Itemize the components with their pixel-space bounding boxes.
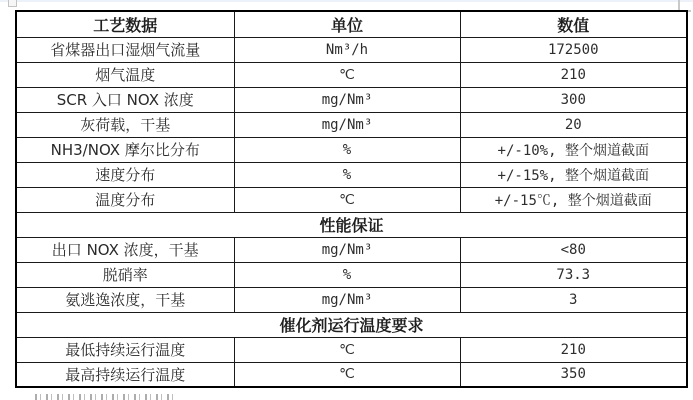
table-row bbox=[16, 137, 687, 162]
section-title: 催化剂运行温度要求 bbox=[16, 312, 687, 337]
col-header-unit: 单位 bbox=[234, 11, 460, 37]
unit-cell: mg/Nm³ bbox=[234, 87, 460, 112]
table-row bbox=[16, 337, 687, 362]
value-cell: 210 bbox=[460, 337, 687, 362]
col-header-value: 数值 bbox=[460, 11, 687, 37]
section-title: 性能保证 bbox=[16, 212, 687, 237]
table-row bbox=[16, 187, 687, 212]
unit-cell: mg/Nm³ bbox=[234, 112, 460, 137]
process-name-cell: 最高持续运行温度 bbox=[16, 362, 234, 387]
process-name-cell: 最低持续运行温度 bbox=[16, 337, 234, 362]
table-row bbox=[16, 112, 687, 137]
process-name-cell: 脱硝率 bbox=[16, 262, 234, 287]
header-row bbox=[16, 11, 687, 37]
value-cell: 210 bbox=[460, 62, 687, 87]
table-row bbox=[16, 162, 687, 187]
section-row bbox=[16, 212, 687, 237]
table-row bbox=[16, 62, 687, 87]
process-name-cell: NH3/NOX 摩尔比分布 bbox=[16, 137, 234, 162]
value-cell: <80 bbox=[460, 237, 687, 262]
value-cell: 20 bbox=[460, 112, 687, 137]
process-name-cell: 速度分布 bbox=[16, 162, 234, 187]
section-row bbox=[16, 312, 687, 337]
unit-cell: mg/Nm³ bbox=[234, 287, 460, 312]
process-data-table bbox=[15, 10, 688, 388]
value-cell: 350 bbox=[460, 362, 687, 387]
process-name-cell: 灰荷载，干基 bbox=[16, 112, 234, 137]
table-row bbox=[16, 237, 687, 262]
unit-cell: % bbox=[234, 162, 460, 187]
value-cell: 172500 bbox=[460, 37, 687, 62]
table-row bbox=[16, 37, 687, 62]
unit-cell: ℃ bbox=[234, 337, 460, 362]
value-cell: 3 bbox=[460, 287, 687, 312]
value-cell: +/-10%, 整个烟道截面 bbox=[460, 137, 687, 162]
clipped-caption-remnant bbox=[35, 394, 175, 400]
process-name-cell: SCR 入口 NOX 浓度 bbox=[16, 87, 234, 112]
process-name-cell: 氨逃逸浓度，干基 bbox=[16, 287, 234, 312]
unit-cell: mg/Nm³ bbox=[234, 237, 460, 262]
unit-cell: Nm³/h bbox=[234, 37, 460, 62]
value-cell: +/-15℃, 整个烟道截面 bbox=[460, 187, 687, 212]
value-cell: 73.3 bbox=[460, 262, 687, 287]
unit-cell: % bbox=[234, 137, 460, 162]
process-name-cell: 省煤器出口湿烟气流量 bbox=[16, 37, 234, 62]
table-row bbox=[16, 262, 687, 287]
unit-cell: ℃ bbox=[234, 187, 460, 212]
process-name-cell: 出口 NOX 浓度，干基 bbox=[16, 237, 234, 262]
table-move-handle[interactable] bbox=[8, 0, 17, 7]
col-header-process: 工艺数据 bbox=[16, 11, 234, 37]
value-cell: +/-15%, 整个烟道截面 bbox=[460, 162, 687, 187]
process-name-cell: 温度分布 bbox=[16, 187, 234, 212]
table-row bbox=[16, 287, 687, 312]
table-row bbox=[16, 87, 687, 112]
window-top-strip bbox=[0, 0, 693, 2]
unit-cell: ℃ bbox=[234, 62, 460, 87]
unit-cell: % bbox=[234, 262, 460, 287]
table-row bbox=[16, 362, 687, 387]
process-name-cell: 烟气温度 bbox=[16, 62, 234, 87]
unit-cell: ℃ bbox=[234, 362, 460, 387]
value-cell: 300 bbox=[460, 87, 687, 112]
